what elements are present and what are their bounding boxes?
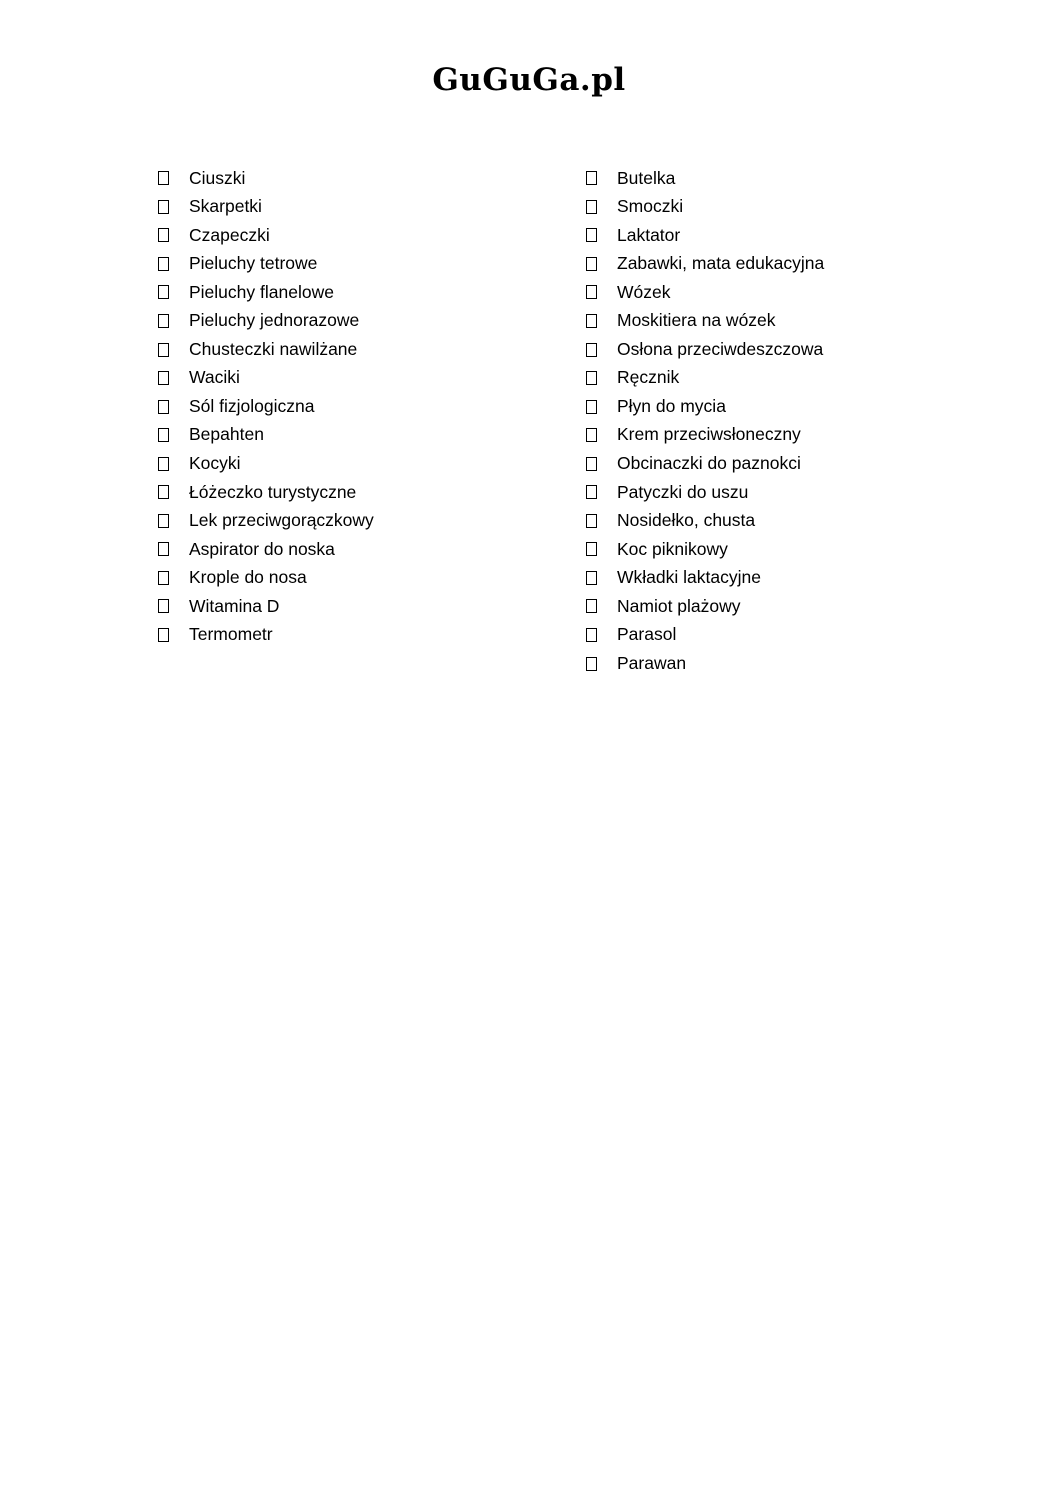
- checklist-item: [586, 649, 1006, 678]
- checklist-item: [586, 193, 1006, 222]
- checklist-item-label: Nosidełko, chusta: [617, 510, 756, 531]
- checklist-item: [158, 449, 538, 478]
- checklist-item-label: Łóżeczko turystyczne: [189, 481, 357, 502]
- checklist-item-label: Termometr: [189, 624, 273, 645]
- checklist-item-label: Ręcznik: [617, 367, 680, 388]
- checklist-item-label: Obcinaczki do paznokci: [617, 452, 801, 473]
- checklist-item-label: Patyczki do uszu: [617, 481, 749, 502]
- checklist-item: [158, 392, 538, 421]
- checkbox[interactable]: [158, 428, 169, 442]
- checklist-item-label: Parasol: [617, 624, 677, 645]
- checklist-item-label: Waciki: [189, 367, 240, 388]
- checklist-item-label: Smoczki: [617, 196, 684, 217]
- checklist-item-label: Laktator: [617, 224, 681, 245]
- checklist-item-label: Krople do nosa: [189, 567, 307, 588]
- checklist-item: [158, 535, 538, 564]
- checklist-item-label: Witamina D: [189, 595, 280, 616]
- checklist-item-label: Namiot plażowy: [617, 595, 741, 616]
- checkbox[interactable]: [158, 571, 169, 585]
- checklist-item: [158, 335, 538, 364]
- checklist-item: [586, 164, 1006, 193]
- checkbox[interactable]: [586, 171, 597, 185]
- checkbox[interactable]: [586, 599, 597, 613]
- checklist-item: [586, 592, 1006, 621]
- checklist-item-label: Moskitiera na wózek: [617, 310, 776, 331]
- checklist-item-label: Płyn do mycia: [617, 395, 726, 416]
- checklist-item-label: Pieluchy tetrowe: [189, 253, 318, 274]
- checklist-item: [586, 278, 1006, 307]
- checklist-right: [586, 164, 1006, 678]
- checklist-item: [586, 392, 1006, 421]
- checklist-item: [158, 507, 538, 536]
- checklist-item: [586, 478, 1006, 507]
- checklist-item-label: Zabawki, mata edukacyjna: [617, 253, 825, 274]
- checkbox[interactable]: [586, 343, 597, 357]
- checklist-item-label: Chusteczki nawilżane: [189, 338, 358, 359]
- checkbox[interactable]: [586, 457, 597, 471]
- checklist-item-label: Butelka: [617, 167, 676, 188]
- checklist-item-label: Lek przeciwgorączkowy: [189, 510, 374, 531]
- checklist-item: [158, 278, 538, 307]
- checkbox[interactable]: [158, 599, 169, 613]
- checkbox[interactable]: [586, 314, 597, 328]
- checklist-item: [586, 221, 1006, 250]
- checkbox[interactable]: [158, 542, 169, 556]
- checkbox[interactable]: [586, 428, 597, 442]
- checkbox[interactable]: [158, 257, 169, 271]
- checkbox[interactable]: [586, 257, 597, 271]
- checkbox[interactable]: [586, 485, 597, 499]
- checklist-item: [158, 592, 538, 621]
- checklist-item-label: Kocyki: [189, 452, 241, 473]
- checkbox[interactable]: [158, 200, 169, 214]
- checkbox[interactable]: [158, 628, 169, 642]
- checkbox[interactable]: [586, 571, 597, 585]
- checkbox[interactable]: [158, 228, 169, 242]
- checklist-item: [586, 250, 1006, 279]
- checklist-item-label: Czapeczki: [189, 224, 270, 245]
- checklist-item: [158, 250, 538, 279]
- checkbox[interactable]: [158, 285, 169, 299]
- checklist-item: [586, 621, 1006, 650]
- checklist-item: [158, 193, 538, 222]
- checkbox[interactable]: [158, 457, 169, 471]
- checklist-item: [586, 421, 1006, 450]
- checklist-item: [158, 364, 538, 393]
- checkbox[interactable]: [586, 285, 597, 299]
- checkbox[interactable]: [158, 485, 169, 499]
- checklist-item: [586, 535, 1006, 564]
- checklist-item: [586, 335, 1006, 364]
- checkbox[interactable]: [586, 657, 597, 671]
- checkbox[interactable]: [158, 171, 169, 185]
- checklist-item-label: Sól fizjologiczna: [189, 395, 315, 416]
- checkbox[interactable]: [158, 314, 169, 328]
- checkbox[interactable]: [586, 200, 597, 214]
- checklist-item: [158, 478, 538, 507]
- checklist-item-label: Ciuszki: [189, 167, 246, 188]
- checklist-item-label: Parawan: [617, 652, 687, 673]
- checkbox[interactable]: [158, 400, 169, 414]
- checkbox[interactable]: [586, 542, 597, 556]
- checklist-item-label: Aspirator do noska: [189, 538, 335, 559]
- checklist-item: [586, 507, 1006, 536]
- page-title: GuGuGa.pl: [432, 62, 626, 98]
- checklist-item-label: Pieluchy flanelowe: [189, 281, 334, 302]
- checklist-item: [158, 621, 538, 650]
- checkbox[interactable]: [158, 514, 169, 528]
- checklist-left: [158, 164, 538, 649]
- checklist-item-label: Krem przeciwsłoneczny: [617, 424, 801, 445]
- checklist-item-label: Wózek: [617, 281, 671, 302]
- checklist-item: [158, 421, 538, 450]
- checklist-item-label: Pieluchy jednorazowe: [189, 310, 360, 331]
- checklist-item: [586, 449, 1006, 478]
- checkbox[interactable]: [586, 628, 597, 642]
- checklist-item-label: Koc piknikowy: [617, 538, 728, 559]
- checklist-item: [586, 564, 1006, 593]
- checkbox[interactable]: [158, 343, 169, 357]
- checklist-item: [586, 307, 1006, 336]
- checklist-item-label: Skarpetki: [189, 196, 262, 217]
- checklist-item: [158, 564, 538, 593]
- checklist-item-label: Osłona przeciwdeszczowa: [617, 338, 824, 359]
- checklist-item-label: Wkładki laktacyjne: [617, 567, 761, 588]
- checkbox[interactable]: [158, 371, 169, 385]
- checklist-item: [586, 364, 1006, 393]
- checkbox[interactable]: [586, 228, 597, 242]
- checklist-item: [158, 164, 538, 193]
- checkbox[interactable]: [586, 371, 597, 385]
- checklist-item: [158, 307, 538, 336]
- checklist-item: [158, 221, 538, 250]
- checkbox[interactable]: [586, 400, 597, 414]
- checkbox[interactable]: [586, 514, 597, 528]
- checklist-item-label: Bepahten: [189, 424, 264, 445]
